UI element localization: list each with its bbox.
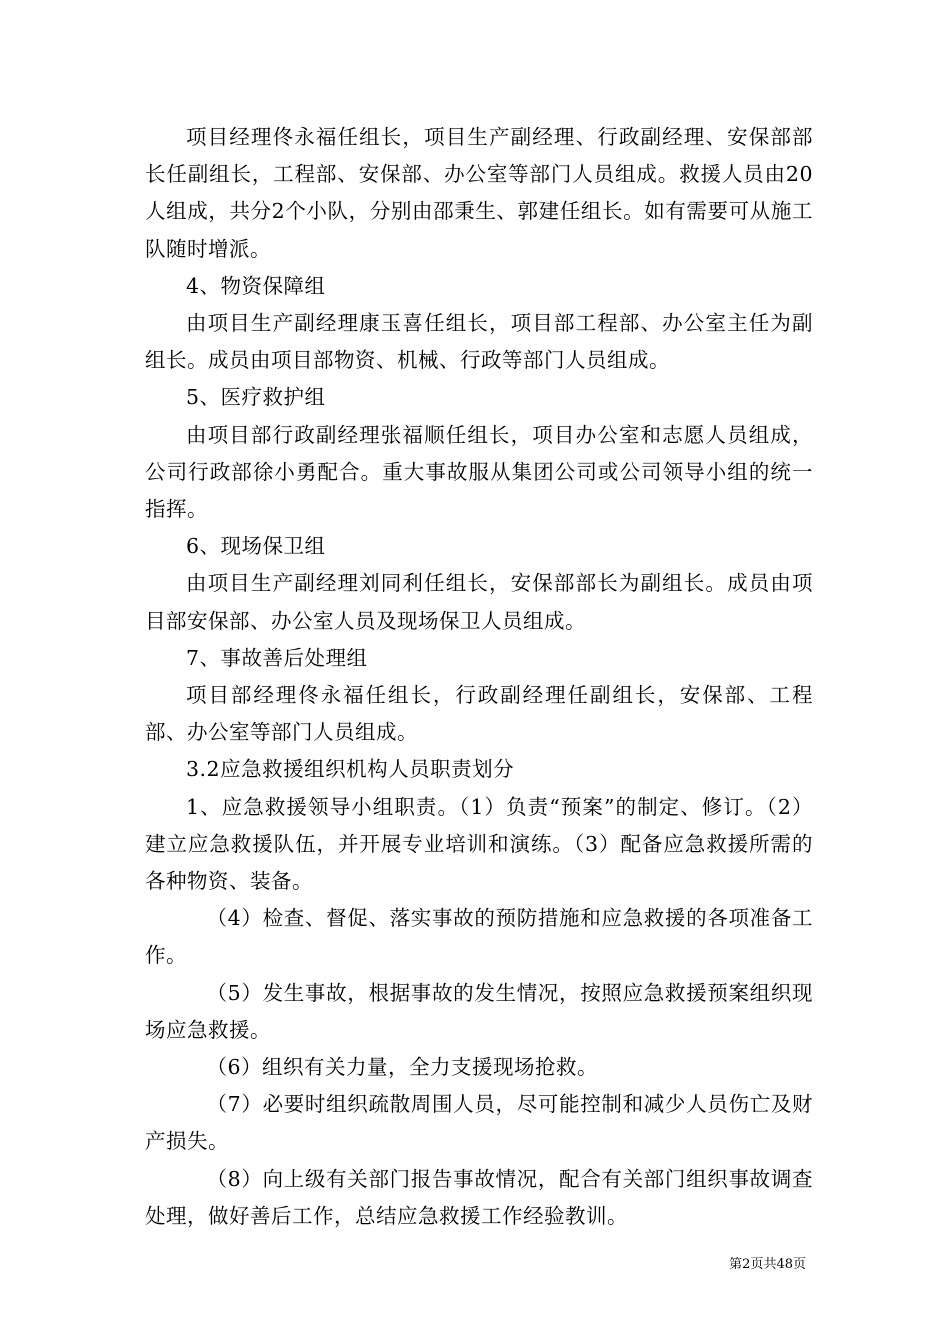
paragraph-rescue-team: 项目经理佟永福任组长，项目生产副经理、行政副经理、安保部部长任副组长，工程部、安保部、办公室等部门人员组成。救援人员由20人组成，共分2个小队，分别由邵秉生、郭建任组长。如有需要可从施工队随时增派。	[145, 125, 813, 261]
paragraph-duty-8: （8）向上级有关部门报告事故情况，配合有关部门组织事故调查处理，做好善后工作，总结应急救援工作经验教训。	[145, 1166, 813, 1228]
paragraph-duty-4: （4）检查、督促、落实事故的预防措施和应急救援的各项准备工作。	[145, 906, 813, 968]
paragraph-security-group: 由项目生产副经理刘同利任组长，安保部部长为副组长。成员由项目部安保部、办公室人员及现场保卫人员组成。	[145, 571, 813, 633]
heading-aftermath-group: 7、事故善后处理组	[186, 645, 368, 670]
paragraph-aftermath-group: 项目部经理佟永福任组长，行政副经理任副组长，安保部、工程部、办公室等部门人员组成。	[145, 683, 813, 745]
paragraph-supply-group: 由项目生产副经理康玉喜任组长，项目部工程部、办公室主任为副组长。成员由项目部物资、机械、行政等部门人员组成。	[145, 311, 813, 373]
document-body	[145, 119, 813, 1235]
paragraph-leadership-duties: 1、应急救援领导小组职责。（1）负责“预案”的制定、修订。（2）建立应急救援队伍，并开展专业培训和演练。（3）配备应急救援所需的各种物资、装备。	[145, 794, 813, 894]
paragraph-medical-group: 由项目部行政副经理张福顺任组长，项目办公室和志愿人员组成，公司行政部徐小勇配合。重大事故服从集团公司或公司领导小组的统一指挥。	[145, 422, 813, 522]
heading-supply-group: 4、物资保障组	[186, 273, 326, 298]
heading-section-3-2: 3.2应急救援组织机构人员职责划分	[186, 757, 515, 782]
paragraph-duty-6: （6）组织有关力量，全力支援现场抢救。	[206, 1055, 599, 1080]
heading-security-group: 6、现场保卫组	[186, 534, 326, 559]
paragraph-duty-5: （5）发生事故，根据事故的发生情况，按照应急救援预案组织现场应急救援。	[145, 980, 813, 1042]
paragraph-duty-7: （7）必要时组织疏散周围人员，尽可能控制和减少人员伤亡及财产损失。	[145, 1092, 813, 1154]
heading-medical-group: 5、医疗救护组	[186, 385, 326, 410]
page-number: 第2页共48页	[729, 1257, 806, 1272]
